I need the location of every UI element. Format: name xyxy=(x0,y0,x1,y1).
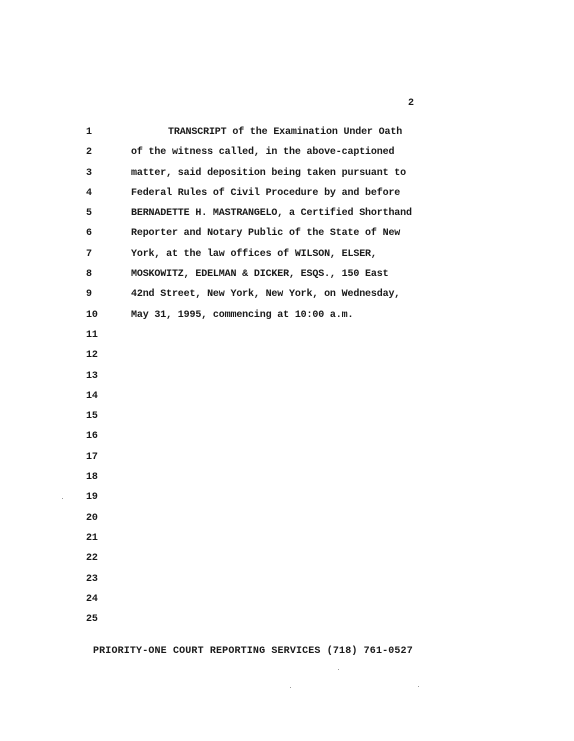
line-text: Reporter and Notary Public of the State of New xyxy=(131,228,401,240)
line-number: 23 xyxy=(86,573,98,585)
line-number: 19 xyxy=(86,492,98,504)
line-number: 12 xyxy=(86,350,98,362)
line-text: matter, said deposition being taken pursuant to xyxy=(131,167,406,179)
line-number: 15 xyxy=(86,411,98,423)
scan-speck xyxy=(418,686,419,687)
line-number: 18 xyxy=(86,472,98,484)
line-number: 16 xyxy=(86,431,98,443)
transcript-line xyxy=(0,368,574,388)
scan-speck xyxy=(290,687,291,688)
line-number: 7 xyxy=(86,248,92,260)
transcript-line xyxy=(0,307,574,327)
line-number: 10 xyxy=(86,309,98,321)
line-number: 17 xyxy=(86,451,98,463)
line-number: 25 xyxy=(86,614,98,626)
line-number: 13 xyxy=(86,370,98,382)
line-text: May 31, 1995, commencing at 10:00 a.m. xyxy=(131,309,354,321)
line-number: 4 xyxy=(86,187,92,199)
transcript-line xyxy=(0,225,574,245)
transcript-line xyxy=(0,286,574,306)
transcript-line xyxy=(0,205,574,225)
line-text: BERNADETTE H. MASTRANGELO, a Certified Shorthand xyxy=(131,208,412,220)
line-number: 22 xyxy=(86,553,98,565)
line-text: 42nd Street, New York, New York, on Wednesday, xyxy=(131,289,401,301)
transcript-body xyxy=(0,124,574,631)
line-number: 2 xyxy=(86,147,92,159)
line-number: 20 xyxy=(86,512,98,524)
transcript-line xyxy=(0,428,574,448)
transcript-line xyxy=(0,449,574,469)
line-number: 5 xyxy=(86,208,92,220)
page-number: 2 xyxy=(408,98,415,109)
line-number: 11 xyxy=(86,329,98,341)
transcript-line xyxy=(0,489,574,509)
line-number: 3 xyxy=(86,167,92,179)
transcript-line xyxy=(0,185,574,205)
line-text: Federal Rules of Civil Procedure by and before xyxy=(131,187,401,199)
line-number: 1 xyxy=(86,127,92,138)
line-text: TRANSCRIPT of the Examination Under Oath xyxy=(168,127,403,138)
line-text: MOSKOWITZ, EDELMAN & DICKER, ESQS., 150 East xyxy=(131,269,389,281)
transcript-line xyxy=(0,144,574,164)
line-number: 6 xyxy=(86,228,92,240)
transcript-line xyxy=(0,327,574,347)
scan-speck xyxy=(62,498,63,499)
transcript-line xyxy=(0,571,574,591)
transcript-line xyxy=(0,611,574,631)
transcript-line xyxy=(0,266,574,286)
transcript-line xyxy=(0,246,574,266)
line-number: 8 xyxy=(86,269,92,281)
transcript-line xyxy=(0,124,574,144)
line-number: 21 xyxy=(86,532,98,544)
line-number: 14 xyxy=(86,390,98,402)
line-text: York, at the law offices of WILSON, ELSER, xyxy=(131,248,377,260)
line-number: 24 xyxy=(86,593,98,605)
transcript-line xyxy=(0,347,574,367)
line-text: of the witness called, in the above-captioned xyxy=(131,147,395,159)
transcript-line xyxy=(0,388,574,408)
transcript-line xyxy=(0,165,574,185)
line-number: 9 xyxy=(86,289,92,301)
footer-court-reporter: PRIORITY-ONE COURT REPORTING SERVICES (718) 761-0527 xyxy=(93,646,413,657)
transcript-line xyxy=(0,530,574,550)
transcript-line xyxy=(0,408,574,428)
transcript-line xyxy=(0,510,574,530)
transcript-line xyxy=(0,591,574,611)
scan-speck xyxy=(338,669,339,670)
transcript-line xyxy=(0,469,574,489)
transcript-line xyxy=(0,550,574,570)
